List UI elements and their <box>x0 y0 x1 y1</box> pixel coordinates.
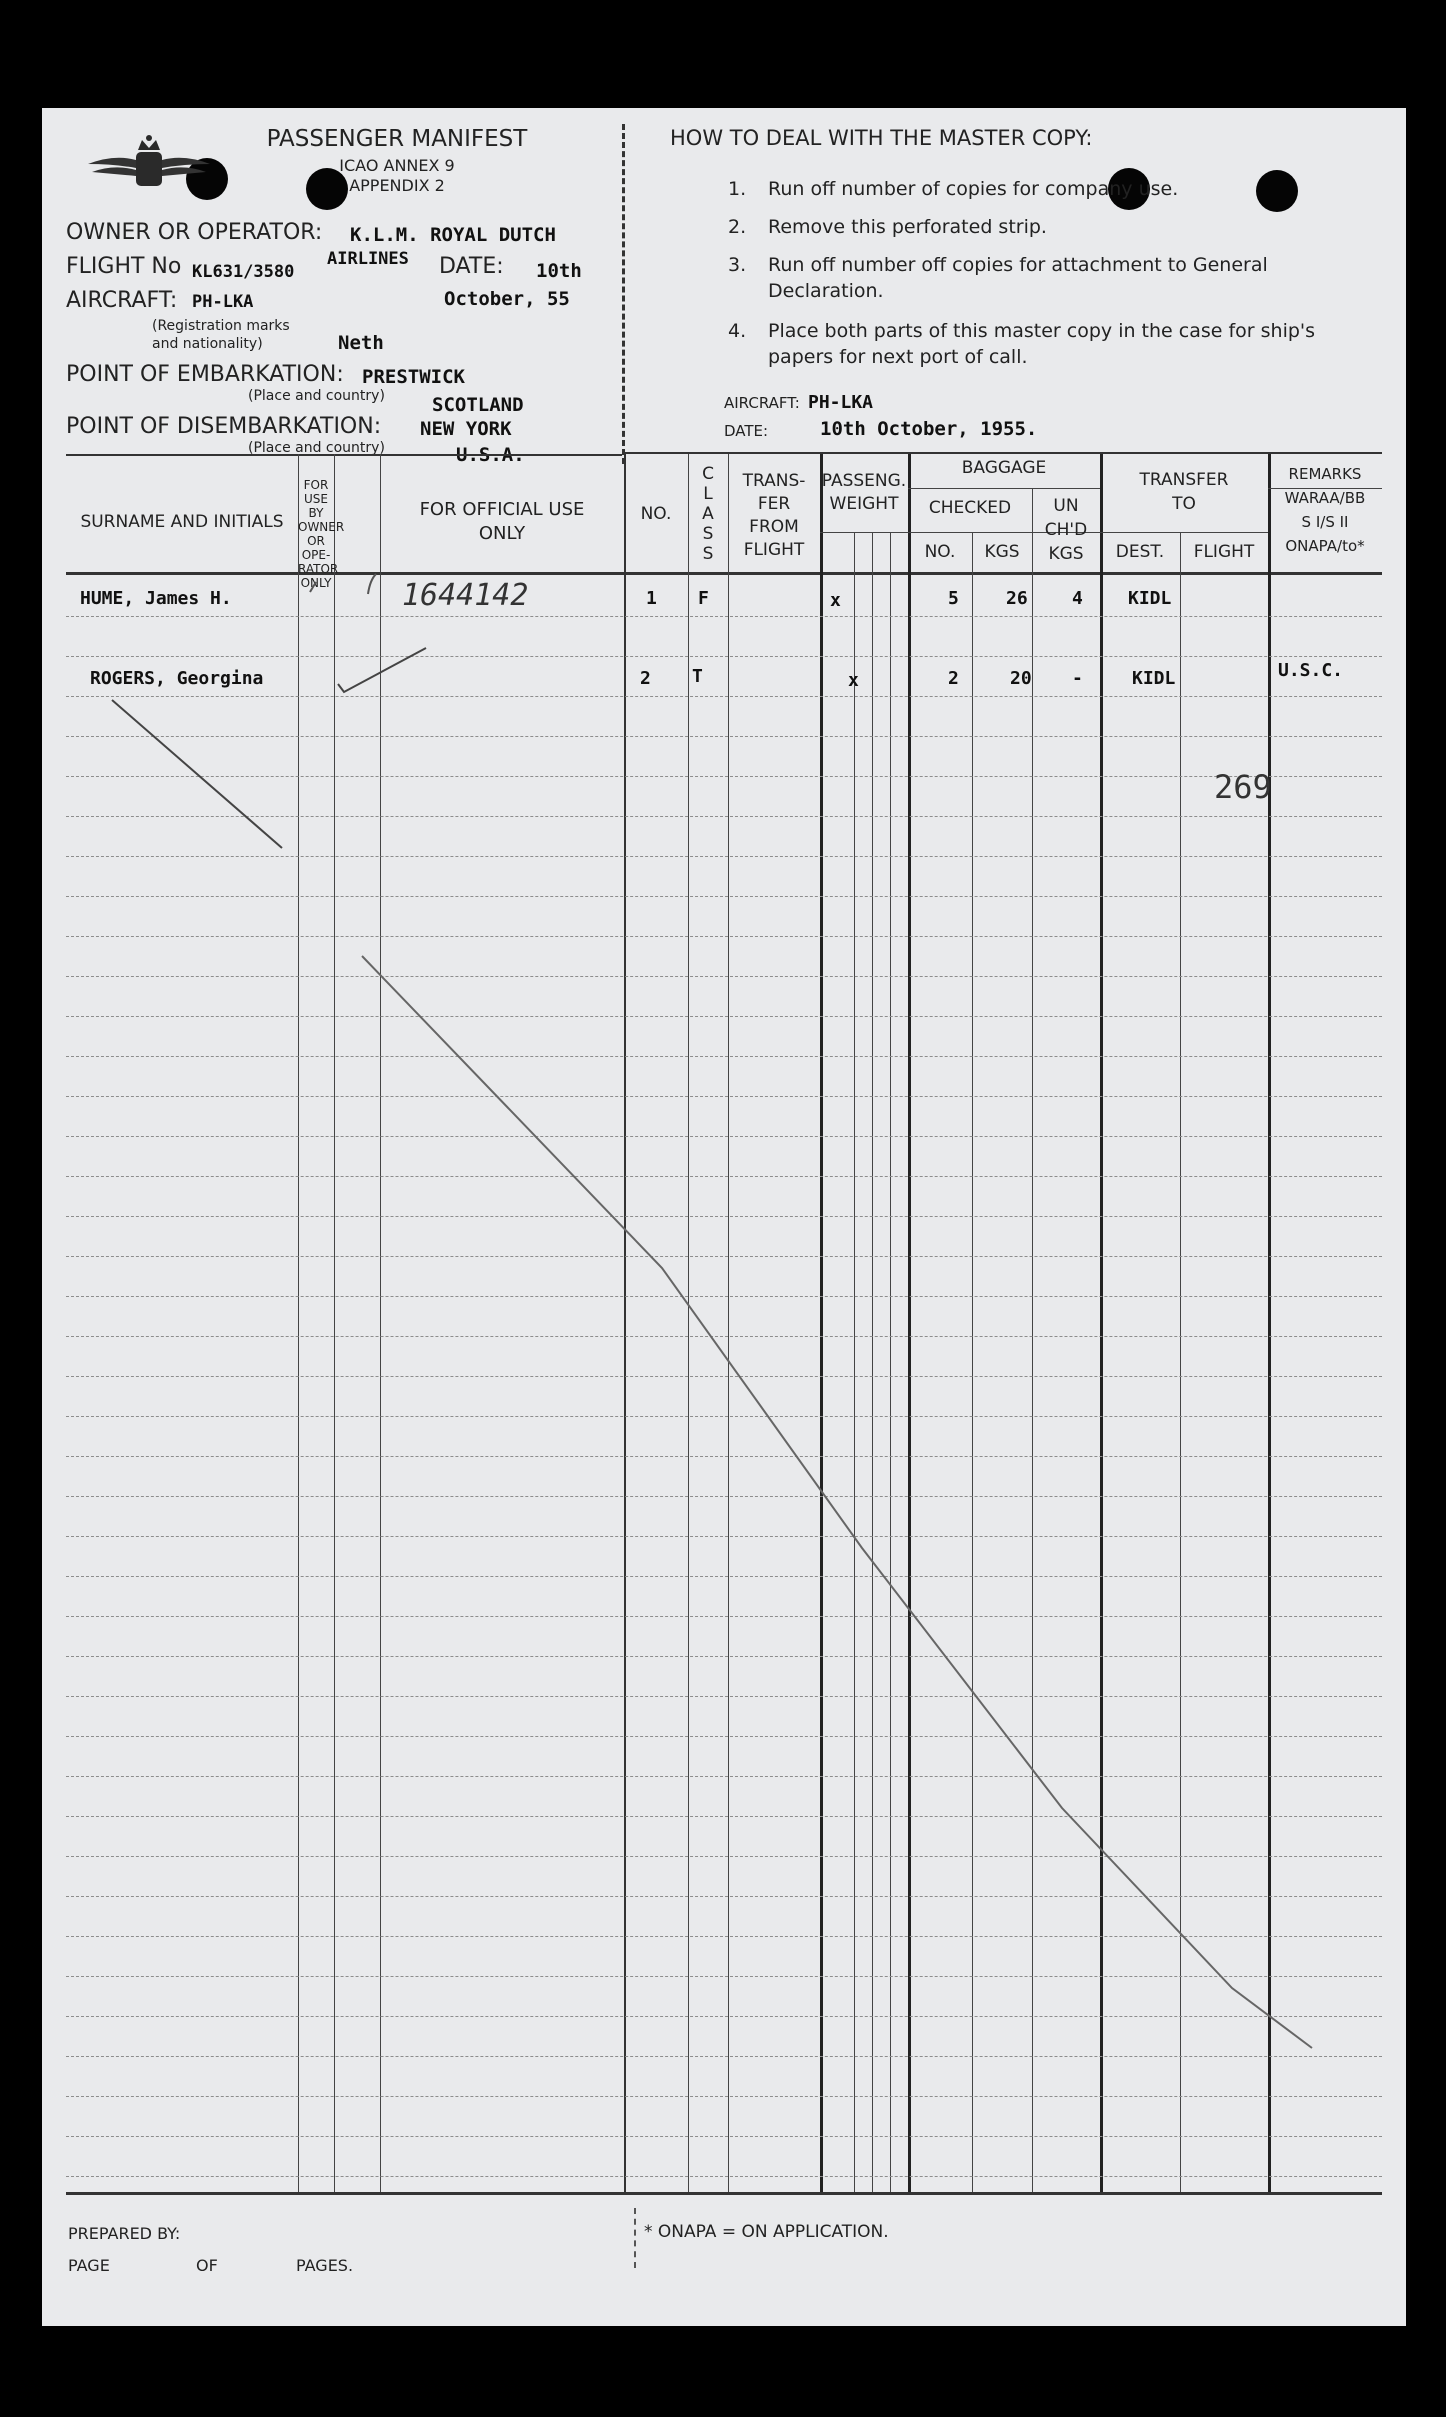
date-value-continued: October, 55 <box>444 288 570 310</box>
official-number: 1644142 <box>402 578 529 613</box>
col-transfer-to: TRANSFER TO <box>1139 470 1229 514</box>
aircraft-label: AIRCRAFT: <box>66 288 178 313</box>
bag-kgs: 26 <box>1006 588 1028 609</box>
col-no: NO. <box>640 504 672 524</box>
col-bag-kgs: KGS <box>984 542 1020 562</box>
registration-note: and nationality) <box>152 336 263 352</box>
passenger-no: 1 <box>646 588 657 609</box>
passenger-weight: x <box>830 590 841 611</box>
owner-label: OWNER OR OPERATOR: <box>66 220 323 245</box>
instruction-text: Remove this perforated strip. <box>768 216 1047 238</box>
owner-value-continued: AIRLINES <box>327 249 409 269</box>
col-baggage: BAGGAGE <box>961 458 1047 478</box>
page-label: PAGE <box>68 2256 110 2275</box>
embarkation-value: PRESTWICK <box>362 366 465 388</box>
instruction-text: Run off number of copies for company use. <box>768 178 1179 200</box>
of-label: OF <box>196 2256 218 2275</box>
aircraft-value: PH-LKA <box>192 292 254 312</box>
passenger-class: T <box>692 666 703 687</box>
instructions-aircraft-value: PH-LKA <box>808 392 874 413</box>
instructions-title: HOW TO DEAL WITH THE MASTER COPY: <box>670 126 1093 150</box>
instruction-text: Declaration. <box>768 280 884 302</box>
instructions-date-value: 10th October, 1955. <box>820 418 1038 440</box>
bag-no: 2 <box>948 668 959 689</box>
col-transfer-from: TRANS- FER FROM FLIGHT <box>742 471 806 560</box>
disembarkation-note: (Place and country) <box>248 440 385 456</box>
col-official-use: FOR OFFICIAL USE ONLY <box>419 499 585 544</box>
onapa-note: * ONAPA = ON APPLICATION. <box>644 2222 889 2242</box>
owner-value: K.L.M. ROYAL DUTCH <box>350 224 556 246</box>
pages-label: PAGES. <box>296 2256 354 2275</box>
col-class: C L A S S <box>702 464 714 564</box>
instruction-number: 3. <box>728 254 747 276</box>
bag-kgs: 20 <box>1010 668 1032 689</box>
nationality-value: Neth <box>338 332 384 354</box>
footer-divider <box>634 2208 636 2268</box>
manifest-subtitle: ICAO ANNEX 9 <box>339 156 455 175</box>
date-value: 10th <box>536 260 582 282</box>
col-passenger-weight: PASSENG. WEIGHT <box>821 471 907 514</box>
col-bag-no: NO. <box>924 542 956 562</box>
manifest-title: PASSENGER MANIFEST <box>266 126 528 152</box>
passenger-name: HUME, James H. <box>80 588 232 609</box>
instruction-number: 1. <box>728 178 747 200</box>
col-flight: FLIGHT <box>1193 542 1255 562</box>
disembarkation-label: POINT OF DISEMBARKATION: <box>66 414 382 439</box>
disembarkation-value: NEW YORK <box>420 418 512 440</box>
disembarkation-country: U.S.A. <box>456 444 525 466</box>
instructions-date-label: DATE: <box>724 422 769 440</box>
instruction-text: Run off number off copies for attachment to General <box>768 254 1268 276</box>
instruction-text: Place both parts of this master copy in the case for ship's <box>768 320 1316 342</box>
instruction-number: 4. <box>728 320 747 342</box>
passenger-remarks: U.S.C. <box>1278 660 1344 681</box>
instruction-number: 2. <box>728 216 747 238</box>
embarkation-label: POINT OF EMBARKATION: <box>66 362 344 387</box>
passenger-name: ROGERS, Georgina <box>90 668 264 689</box>
bag-unchecked: - <box>1072 668 1083 689</box>
prepared-by-label: PREPARED BY: <box>68 2224 181 2243</box>
date-label: DATE: <box>439 254 504 279</box>
col-remarks: REMARKS WARAA/BB S I/S II ONAPA/to* <box>1284 465 1366 555</box>
col-checked: CHECKED <box>928 498 1012 518</box>
col-unchecked: UN CH'D KGS <box>1044 496 1088 564</box>
manifest-sheet <box>42 108 1406 2326</box>
col-surname: SURNAME AND INITIALS <box>80 512 284 532</box>
instructions-aircraft-label: AIRCRAFT: <box>724 394 800 412</box>
embarkation-country: SCOTLAND <box>432 394 524 416</box>
registration-note: (Registration marks <box>152 318 290 334</box>
transfer-dest: KIDL <box>1128 588 1172 609</box>
passenger-weight: x <box>848 670 859 691</box>
instruction-text: papers for next port of call. <box>768 346 1028 368</box>
col-owner-use: FOR USE BY OWNER OR OPE- RATOR ONLY <box>298 478 345 590</box>
passenger-class: F <box>698 588 709 609</box>
flight-label: FLIGHT No <box>66 254 182 279</box>
handwritten-marks <box>42 108 1406 2326</box>
bag-no: 5 <box>948 588 959 609</box>
col-dest: DEST. <box>1115 542 1165 562</box>
stamp-number: 269 <box>1214 768 1272 806</box>
manifest-subtitle: APPENDIX 2 <box>349 176 445 195</box>
bag-unchecked: 4 <box>1072 588 1083 609</box>
flight-value: KL631/3580 <box>192 262 295 282</box>
passenger-no: 2 <box>640 668 651 689</box>
transfer-dest: KIDL <box>1132 668 1176 689</box>
embarkation-note: (Place and country) <box>248 388 385 404</box>
